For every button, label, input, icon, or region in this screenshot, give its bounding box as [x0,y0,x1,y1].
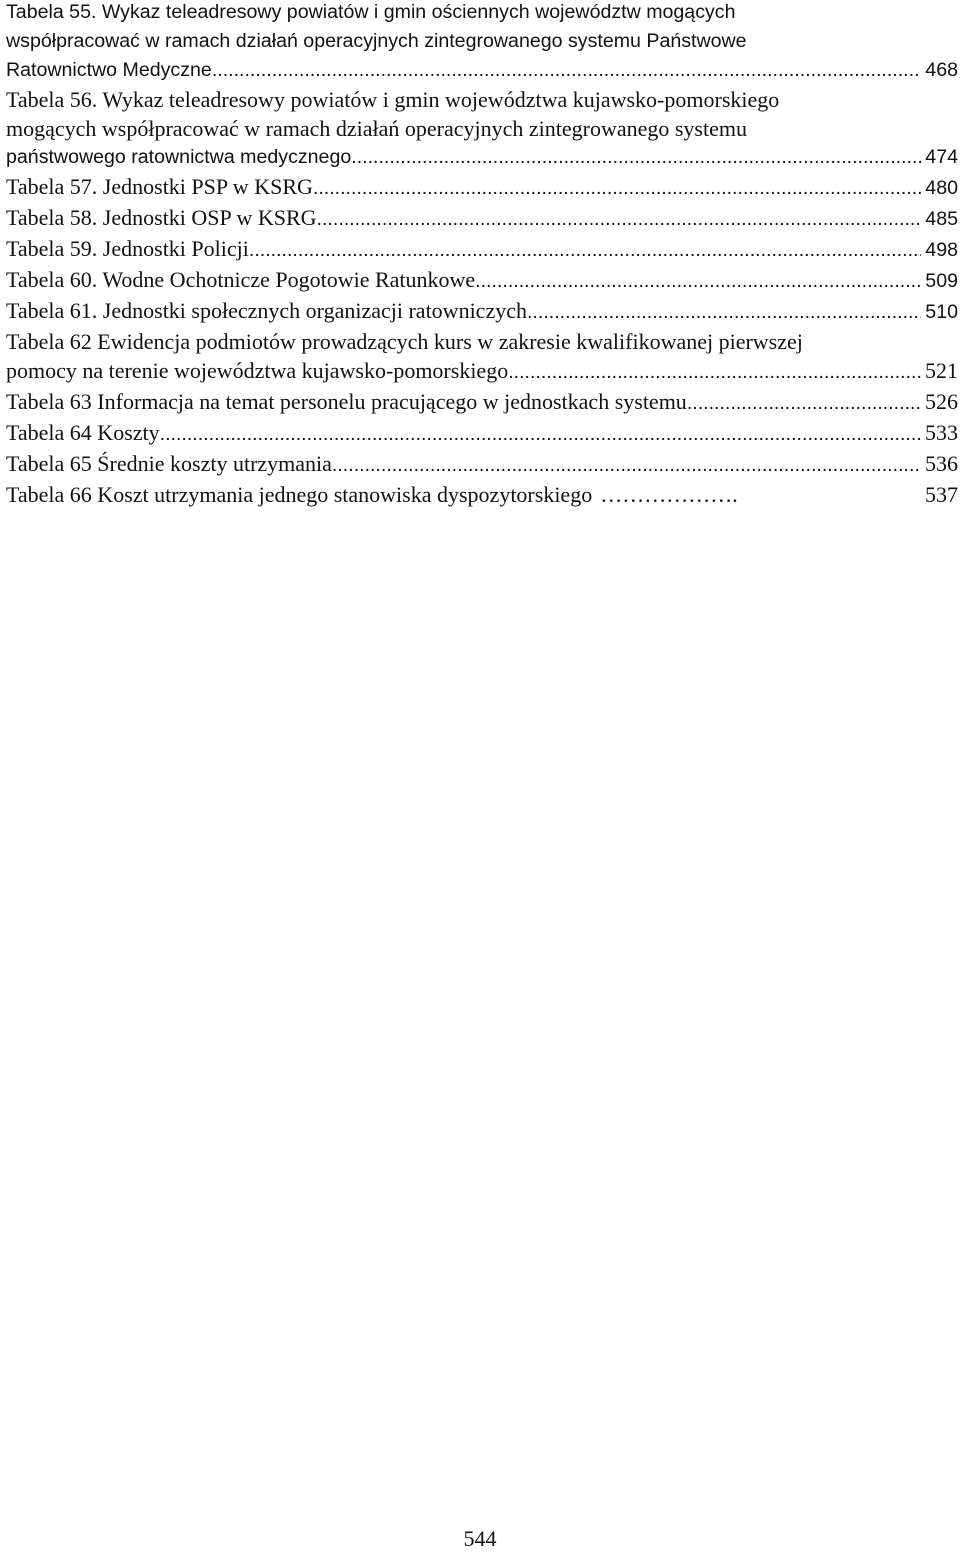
toc-entry-line: mogących współpracować w ramach działań operacyjnych zintegrowanego systemu [6,116,747,141]
toc-page-number: 537 [925,482,958,507]
toc-entry-title: Tabela 58. Jednostki OSP w KSRG [6,205,317,230]
toc-entry-title: pomocy na terenie województwa kujawsko-pomorskiego [6,358,509,383]
toc-entry-last-line [6,418,958,449]
toc-entry[interactable] [6,0,958,85]
page-footer-number: 544 [463,1526,497,1551]
toc-entry[interactable] [6,234,958,265]
dot-leader [475,267,921,296]
toc-entry[interactable] [6,418,958,449]
toc-entry-title: państwowego ratownictwa medycznego [6,146,352,168]
toc-page-number: 521 [925,358,958,383]
toc-entry[interactable] [6,387,958,418]
toc-entry-last-line [6,356,958,387]
ellipsis-leader: ………………. [600,482,738,507]
toc-entry-title: Tabela 66 Koszt utrzymania jednego stanowiska dyspozytorskiego [6,482,593,507]
toc-entry-title: Tabela 57. Jednostki PSP w KSRG [6,174,313,199]
toc-page-number: 498 [925,239,958,261]
toc-page-number: 509 [925,270,958,292]
toc-page-number: 536 [925,451,958,476]
toc-page-number: 526 [925,389,958,414]
toc-entry[interactable] [6,296,958,327]
toc-entry-line: współpracować w ramach działań operacyjnych zintegrowanego systemu Państwowe [6,30,747,52]
toc-entry[interactable] [6,172,958,203]
toc-entry[interactable] [6,327,958,387]
toc-page-number: 474 [925,146,958,168]
dot-leader [527,298,921,327]
toc-entry-title: Tabela 64 Koszty [6,420,160,445]
toc-entry-line: Tabela 55. Wykaz teleadresowy powiatów i gmin ościennych województw mogących [6,1,736,23]
toc-entry-last-line [6,480,958,509]
toc-entry-last-line [6,265,958,296]
toc-page-number: 480 [925,177,958,199]
dot-leader [687,389,921,418]
dot-leader [313,174,921,203]
dot-leader [508,358,921,387]
toc-entry-line: Tabela 56. Wykaz teleadresowy powiatów i gmin województwa kujawsko-pomorskiego [6,87,780,112]
toc-entry-last-line [6,449,958,480]
toc-entry-title: Tabela 60. Wodne Ochotnicze Pogotowie Ratunkowe [6,267,476,292]
dot-leader [332,451,921,480]
toc-page-number: 485 [925,208,958,230]
toc-entry-title: Tabela 59. Jednostki Policji [6,236,249,261]
toc-entry-title: Ratownictwo Medyczne [6,59,212,81]
toc-page-number: 510 [925,301,958,323]
toc-entry-last-line [6,203,958,234]
toc-entry[interactable] [6,265,958,296]
dot-leader [249,236,921,265]
toc-entry-last-line [6,172,958,203]
dot-leader [317,205,922,234]
toc-entry[interactable] [6,480,958,509]
toc-entry-title: Tabela 63 Informacja na temat personelu pracującego w jednostkach systemu [6,389,687,414]
toc-page-number: 533 [925,420,958,445]
toc-entry-last-line [6,56,958,85]
dot-leader [160,420,921,449]
table-of-contents [6,0,958,509]
toc-entry-last-line [6,143,958,172]
toc-entry[interactable] [6,85,958,172]
toc-entry-last-line [6,387,958,418]
toc-entry[interactable] [6,449,958,480]
toc-entry[interactable] [6,203,958,234]
toc-entry-last-line [6,234,958,265]
dot-leader [351,143,921,172]
toc-entry-title: Tabela 61. Jednostki społecznych organizacji ratowniczych [6,298,527,323]
toc-entry-last-line [6,296,958,327]
toc-page-number: 468 [925,59,958,81]
toc-entry-line: Tabela 62 Ewidencja podmiotów prowadzących kurs w zakresie kwalifikowanej pierwszej [6,329,803,354]
toc-entry-title: Tabela 65 Średnie koszty utrzymania [6,451,332,476]
dot-leader [212,56,921,85]
